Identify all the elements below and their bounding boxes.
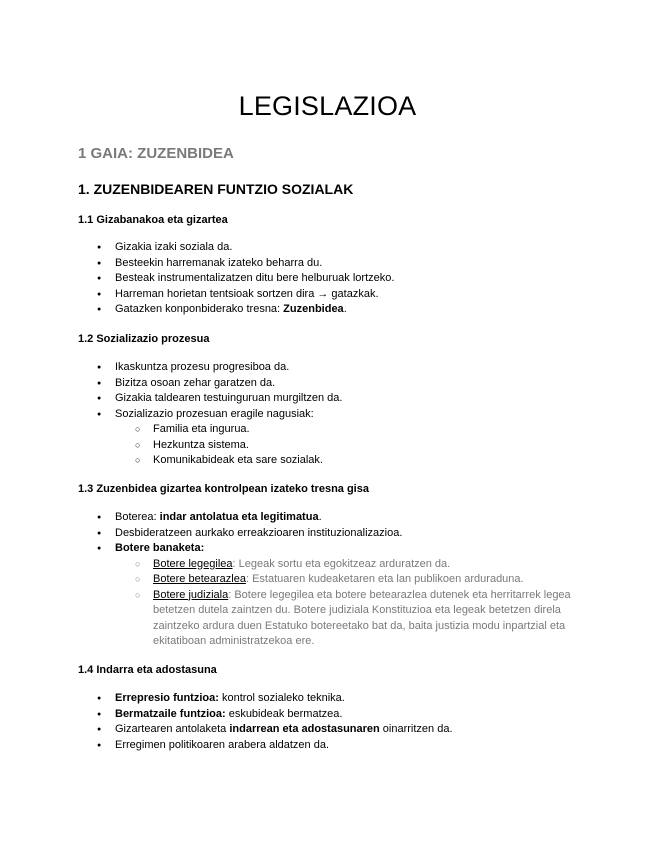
- document-title: LEGISLAZIOA: [238, 91, 417, 121]
- item-bold-text: indar antolatua eta legitimatua: [159, 511, 319, 523]
- list-1-1: [78, 240, 598, 318]
- document-subtitle: 1 GAIA: ZUZENBIDEA: [78, 145, 234, 162]
- sub-list-wrapper: [78, 422, 598, 469]
- power-term: Botere betearazlea: [153, 573, 246, 585]
- list-item: ● Harreman horietan tentsioak sortzen dira → gatazkak.: [78, 287, 598, 303]
- item-text-end: .: [343, 303, 347, 315]
- list-1-3: [78, 510, 598, 650]
- item-bold-text: indarrean eta adostasunaren: [229, 723, 380, 735]
- item-text: Boterea:: [115, 511, 160, 523]
- subsection-heading-1-4: 1.4 Indarra eta adostasuna: [78, 664, 217, 676]
- item-bold-text: Errepresio funtzioa:: [115, 692, 219, 704]
- list-1-4: [78, 691, 598, 753]
- power-description: : Legeak sortu eta egokitzeaz arduratzen da.: [232, 557, 451, 570]
- list-item: [78, 510, 598, 526]
- list-item: [78, 302, 598, 318]
- sub-list-wrapper: [78, 557, 598, 650]
- list-item: [78, 541, 598, 557]
- item-text: Gizartearen antolaketa: [115, 723, 230, 735]
- item-text: kontrol sozialeko teknika.: [218, 692, 345, 704]
- subsection-heading-1-2: 1.2 Sozializazio prozesua: [78, 333, 210, 345]
- subsection-heading-1-3: 1.3 Zuzenbidea gizartea kontrolpean izateko tresna gisa: [78, 483, 369, 495]
- sub-list-item: ○ Hezkuntza sistema.: [78, 438, 598, 454]
- list-item: ● Besteak instrumentalizatzen ditu bere helburuak lortzeko.: [78, 271, 598, 287]
- sub-list-item: [78, 557, 598, 573]
- power-description: : Estatuaren kudeaketaren eta lan publikoen arduraduna.: [245, 573, 524, 585]
- list-1-2: [78, 360, 598, 469]
- sub-list-item: [78, 588, 598, 650]
- item-text: Gatazken konponbiderako tresna:: [115, 303, 284, 315]
- list-item: ● Gizakia taldearen testuinguruan murgiltzen da.: [78, 391, 598, 407]
- list-item: ● Besteekin harremanak izateko beharra du.: [78, 256, 598, 272]
- power-description: : Botere legegilea eta botere betearazlea dutenek eta herritarrek legea betetzen dutela zaintzen du. Botere judiziala Konstituzioa eta legeak betetzen direla zaintzeko ardura duen Estatuko botereetako bat da, baita justizia modu inpartzial eta ekitatiboan administratzekoa ere.: [153, 588, 571, 647]
- item-bold-text: Bermatzaile funtzioa:: [115, 707, 226, 720]
- list-item: ● Desbideratzeen aurkako erreakzioaren instituzionalizazioa.: [78, 526, 598, 542]
- sub-list-item: [78, 572, 598, 588]
- section-heading: 1. ZUZENBIDEAREN FUNTZIO SOZIALAK: [78, 181, 354, 197]
- list-item: ● Erregimen politikoaren arabera aldatzen da.: [78, 738, 598, 754]
- list-item: ● Sozializazio prozesuan eragile nagusiak:: [78, 407, 598, 423]
- item-bold-text: Zuzenbidea: [283, 303, 344, 315]
- list-item: ● Bizitza osoan zehar garatzen da.: [78, 376, 598, 392]
- sub-list: [78, 422, 598, 469]
- item-bold-text: Botere banaketa:: [115, 542, 205, 554]
- list-item: ● Gizakia izaki soziala da.: [78, 240, 598, 256]
- list-item: [78, 707, 598, 723]
- sub-list-item: ○ Familia eta ingurua.: [78, 422, 598, 438]
- item-text: eskubideak bermatzea.: [225, 707, 343, 720]
- item-text-end: .: [318, 511, 322, 523]
- power-term: Botere judiziala: [153, 588, 229, 601]
- item-text-end: oinarritzen da.: [379, 723, 453, 735]
- subsection-heading-1-1: 1.1 Gizabanakoa eta gizartea: [78, 214, 228, 226]
- list-item: ● Ikaskuntza prozesu progresiboa da.: [78, 360, 598, 376]
- sub-list: [78, 557, 598, 650]
- list-item: [78, 722, 598, 738]
- list-item: [78, 691, 598, 707]
- power-term: Botere legegilea: [153, 557, 233, 570]
- sub-list-item: ○ Komunikabideak eta sare sozialak.: [78, 453, 598, 469]
